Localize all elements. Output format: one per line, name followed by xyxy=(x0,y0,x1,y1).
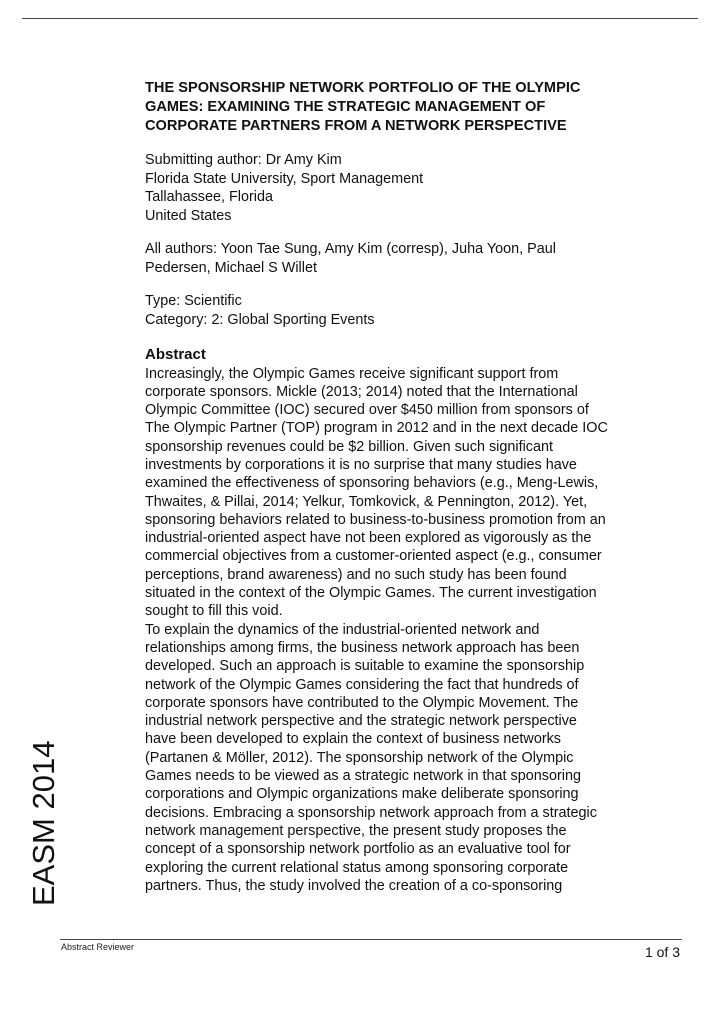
abstract-heading: Abstract xyxy=(145,346,206,363)
abstract-line: To explain the dynamics of the industrial-oriented network and xyxy=(145,621,540,638)
abstract-line: corporate sponsors have contributed to the Olympic Movement. The xyxy=(145,694,579,711)
abstract-line: commercial objectives from a customer-oriented aspect (e.g., consumer xyxy=(145,548,602,565)
abstract-line: sponsoring behaviors related to business-to-business promotion from an xyxy=(145,511,606,528)
abstract-line: network of the Olympic Games considering the fact that hundreds of xyxy=(145,676,579,693)
authors-line: All authors: Yoon Tae Sung, Amy Kim (corresp), Juha Yoon, Paul xyxy=(145,241,556,257)
footer-divider xyxy=(60,939,682,940)
abstract-line: (Partanen & Möller, 2012). The sponsorship network of the Olympic xyxy=(145,749,574,766)
abstract-line: network management perspective, the present study proposes the xyxy=(145,822,567,839)
footer-reviewer-label: Abstract Reviewer xyxy=(61,942,135,952)
abstract-line: concept of a sponsorship network portfolio as an evaluative tool for xyxy=(145,841,571,858)
abstract-body xyxy=(145,365,685,896)
abstract-line: corporations and Olympic organizations make deliberate sponsoring xyxy=(145,786,579,803)
abstract-line: sought to fill this void. xyxy=(145,603,283,620)
document-title xyxy=(145,79,685,136)
title-line: GAMES: EXAMINING THE STRATEGIC MANAGEMENT OF xyxy=(145,99,546,115)
abstract-line: partners. Thus, the study involved the creation of a co-sponsoring xyxy=(145,877,563,894)
page-number: 1 of 3 xyxy=(644,944,680,960)
type-category-block xyxy=(145,292,685,329)
abstract-line: corporate sponsors. Mickle (2013; 2014) noted that the International xyxy=(145,383,578,400)
abstract-line: Games needs to be viewed as a strategic network in that sponsoring xyxy=(145,768,581,785)
title-line: CORPORATE PARTNERS FROM A NETWORK PERSPECTIVE xyxy=(145,118,567,134)
country: United States xyxy=(145,207,232,224)
document-content xyxy=(145,79,685,895)
abstract-line: investments by corporations it is no surprise that many studies have xyxy=(145,456,577,473)
abstract-line: decisions. Embracing a sponsorship network approach from a strategic xyxy=(145,804,597,821)
paper-category: Category: 2: Global Sporting Events xyxy=(145,311,375,328)
top-divider xyxy=(22,18,698,19)
abstract-line: have been developed to explain the context of business networks xyxy=(145,731,562,748)
paper-type: Type: Scientific xyxy=(145,293,242,309)
abstract-line: examined the effectiveness of sponsoring behaviors (e.g., Meng-Lewis, xyxy=(145,475,599,492)
abstract-line: relationships among firms, the business network approach has been xyxy=(145,639,580,656)
authors-line: Pedersen, Michael S Willet xyxy=(145,259,317,276)
abstract-line: exploring the current relational status among sponsoring corporate xyxy=(145,859,569,876)
abstract-line: perceptions, brand awareness) and no such study has been found xyxy=(145,566,567,583)
abstract-line: developed. Such an approach is suitable to examine the sponsorship xyxy=(145,658,585,675)
abstract-line: The Olympic Partner (TOP) program in 2012 and in the next decade IOC xyxy=(145,420,608,437)
abstract-line: Olympic Committee (IOC) secured over $450 million from sponsors of xyxy=(145,402,589,419)
city: Tallahassee, Florida xyxy=(145,189,273,205)
abstract-line: Thwaites, & Pillai, 2014; Yelkur, Tomkovick, & Pennington, 2012). Yet, xyxy=(145,493,588,510)
abstract-line: industrial-oriented aspect have not been explored as vigorously as the xyxy=(145,530,592,547)
abstract-line: sponsorship revenues could be $2 billion. Given such significant xyxy=(145,438,553,455)
submitting-author: Submitting author: Dr Amy Kim xyxy=(145,152,342,168)
conference-side-label: EASM 2014 xyxy=(26,740,61,906)
abstract-line: industrial network perspective and the strategic network perspective xyxy=(145,713,577,730)
submitting-author-block xyxy=(145,151,685,225)
all-authors-block xyxy=(145,240,685,277)
title-line: THE SPONSORSHIP NETWORK PORTFOLIO OF THE OLYMPIC xyxy=(145,80,581,96)
abstract-line: situated in the context of the Olympic Games. The current investigation xyxy=(145,585,597,602)
abstract-line: Increasingly, the Olympic Games receive significant support from xyxy=(145,365,559,382)
affiliation: Florida State University, Sport Management xyxy=(145,170,424,187)
